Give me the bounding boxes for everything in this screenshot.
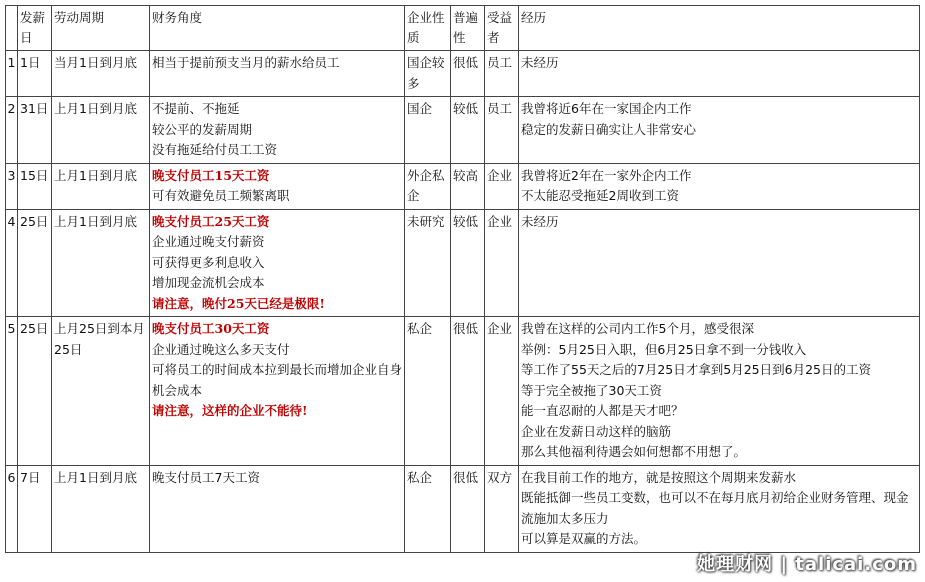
watermark: 她理财网 | talicai.com (697, 554, 917, 575)
header-payday: 发薪日 (18, 6, 52, 51)
experience-line: 等于完全被拖了30天工资 (521, 382, 662, 398)
experience-line: 可以算是双赢的方法。 (521, 531, 647, 546)
experience-line: 稳定的发薪日确实让人非常安心 (521, 121, 697, 137)
finance-angle-cell (150, 97, 405, 164)
header-row (6, 6, 920, 51)
finance-note: 没有拖延给付员工工资 (152, 142, 278, 157)
table-row (6, 209, 920, 317)
finance-note: 企业通过晚支付薪资 (152, 234, 265, 249)
finance-angle-cell (150, 51, 405, 97)
company-nature-cell: 国企 (405, 97, 451, 164)
experience-cell (519, 97, 920, 164)
experience-line: 未经历 (521, 55, 559, 70)
finance-note-highlight: 晚支付员工30天工资 (152, 321, 270, 336)
experience-line: 不太能忍受拖延2周收到工资 (521, 188, 679, 203)
payday-cell: 1日 (18, 51, 52, 97)
beneficiary-cell: 企业 (485, 163, 519, 209)
header-company-nature: 企业性质 (405, 6, 451, 51)
table-row (6, 97, 920, 164)
experience-line: 未经历 (521, 213, 559, 229)
table-row (6, 51, 920, 97)
prevalence-cell: 较高 (451, 163, 485, 209)
experience-line: 我曾在这样的公司内工作5个月，感受很深 (521, 321, 754, 336)
beneficiary-cell: 员工 (485, 51, 519, 97)
beneficiary-cell: 员工 (485, 97, 519, 164)
row-index: 3 (6, 163, 18, 209)
header-labor-cycle: 劳动周期 (52, 6, 150, 51)
company-nature-cell: 私企 (405, 317, 451, 466)
finance-note-highlight: 请注意，这样的企业不能待! (152, 403, 308, 418)
experience-cell (519, 163, 920, 209)
labor-cycle-cell: 上月1日到月底 (52, 163, 150, 209)
beneficiary-cell: 双方 (485, 465, 519, 552)
finance-note: 不提前、不拖延 (152, 101, 240, 116)
table-row (6, 465, 920, 552)
beneficiary-cell: 企业 (485, 317, 519, 466)
experience-line: 举例：5月25日入职，但6月25日拿不到一分钱收入 (521, 341, 807, 357)
company-nature-cell: 国企较多 (405, 51, 451, 97)
header-finance-angle: 财务角度 (150, 6, 405, 51)
finance-angle-cell (150, 317, 405, 466)
company-nature-cell: 外企私企 (405, 163, 451, 209)
header-experience: 经历 (519, 6, 920, 51)
labor-cycle-cell: 上月1日到月底 (52, 97, 150, 164)
prevalence-cell: 很低 (451, 465, 485, 552)
experience-line: 我曾将近6年在一家国企内工作 (521, 101, 692, 116)
experience-line: 既能抵御一些员工变数，也可以不在每月底月初给企业财务管理、现金流施加太多压力 (521, 490, 909, 526)
finance-note: 可获得更多利息收入 (152, 254, 265, 270)
prevalence-cell: 很低 (451, 51, 485, 97)
experience-line: 在我目前工作的地方，就是按照这个周期来发薪水 (521, 469, 797, 485)
labor-cycle-cell: 上月1日到月底 (52, 465, 150, 552)
prevalence-cell: 较低 (451, 209, 485, 317)
experience-line: 我曾将近2年在一家外企内工作 (521, 167, 692, 183)
finance-note-highlight: 晚支付员工25天工资 (152, 213, 270, 229)
experience-cell (519, 209, 920, 317)
experience-line: 那么其他福利待遇会如何想都不用想了。 (521, 444, 747, 459)
experience-cell (519, 465, 920, 552)
experience-line: 企业在发薪日动这样的脑筋 (521, 423, 672, 439)
finance-angle-cell (150, 465, 405, 552)
row-index: 1 (6, 51, 18, 97)
finance-note-highlight: 请注意，晚付25天已经是极限! (152, 295, 325, 311)
prevalence-cell: 较低 (451, 97, 485, 164)
labor-cycle-cell: 当月1日到月底 (52, 51, 150, 97)
experience-line: 能一直忍耐的人都是天才吧？ (521, 403, 684, 418)
row-index: 6 (6, 465, 18, 552)
prevalence-cell: 很低 (451, 317, 485, 466)
finance-note: 相当于提前预支当月的薪水给员工 (152, 55, 340, 70)
finance-note: 增加现金流机会成本 (152, 275, 265, 290)
finance-note: 可将员工的时间成本拉到最长而增加企业自身机会成本 (152, 362, 403, 398)
row-index: 2 (6, 97, 18, 164)
payday-cell: 15日 (18, 163, 52, 209)
finance-note-highlight: 晚支付员工15天工资 (152, 167, 270, 183)
payday-cell: 25日 (18, 209, 52, 317)
payday-cell: 25日 (18, 317, 52, 466)
finance-angle-cell (150, 163, 405, 209)
payday-cell: 31日 (18, 97, 52, 164)
experience-cell (519, 51, 920, 97)
labor-cycle-cell: 上月25日到本月25日 (52, 317, 150, 466)
row-index: 4 (6, 209, 18, 317)
header-prevalence: 普遍性 (451, 6, 485, 51)
table-row (6, 317, 920, 466)
experience-line: 等工作了55天之后的7月25日才拿到5月25日到6月25日的工资 (521, 362, 871, 377)
payday-cell: 7日 (18, 465, 52, 552)
table-row (6, 163, 920, 209)
header-beneficiary: 受益者 (485, 6, 519, 51)
finance-note: 晚支付员工7天工资 (152, 469, 260, 485)
experience-cell (519, 317, 920, 466)
beneficiary-cell: 企业 (485, 209, 519, 317)
finance-note: 可有效避免员工频繁离职 (152, 188, 290, 203)
company-nature-cell: 未研究 (405, 209, 451, 317)
finance-angle-cell (150, 209, 405, 317)
finance-note: 较公平的发薪周期 (152, 121, 253, 137)
row-index: 5 (6, 317, 18, 466)
payday-comparison-table (5, 5, 920, 553)
company-nature-cell: 私企 (405, 465, 451, 552)
header-index (6, 6, 18, 51)
labor-cycle-cell: 上月1日到月底 (52, 209, 150, 317)
finance-note: 企业通过晚这么多天支付 (152, 341, 290, 357)
